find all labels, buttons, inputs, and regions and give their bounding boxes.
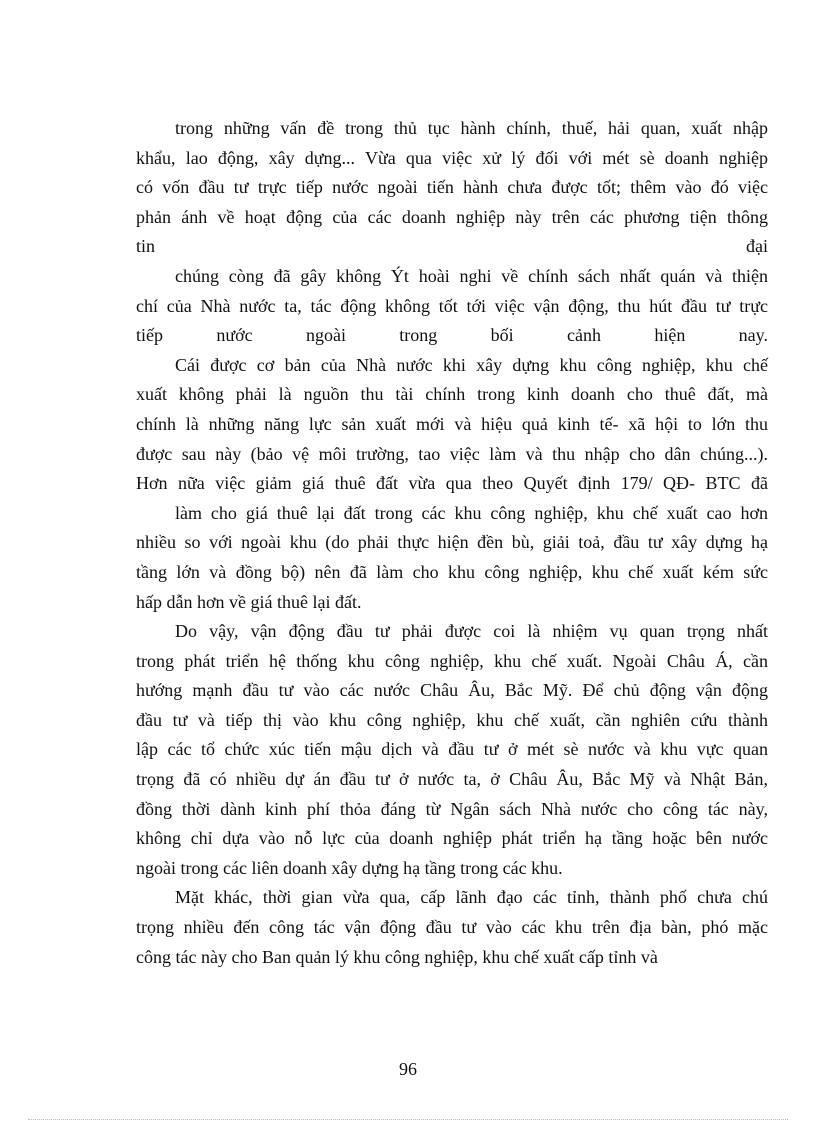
text-line: Cái được cơ bản của Nhà nước khi xây dựng khu công nghiệp, khu chế xyxy=(175,354,768,375)
text-line: trọng đã có nhiều dự án đầu tư ở nước ta, ở Châu Âu, Bắc Mỹ và Nhật Bản, xyxy=(136,769,768,790)
text-line: Mặt khác, thời gian vừa qua, cấp lãnh đạo các tỉnh, thành phố chưa chú xyxy=(175,887,768,908)
text-line: trong những vấn đề trong thủ tục hành chính, thuế, hải quan, xuất nhập xyxy=(175,118,768,138)
text-line: trong phát triển hệ thống khu công nghiệp, khu chế xuất. Ngoài Châu Á, cần xyxy=(136,650,768,671)
text-line: xuất không phải là nguồn thu tài chính trong kinh doanh cho thuê đất, mà xyxy=(136,384,768,405)
text-line: hấp dẫn hơn về giá thuê lại đất. xyxy=(136,591,362,612)
text-line: lập các tổ chức xúc tiến mậu dịch và đầu tư ở mét sè nước và khu vực quan xyxy=(136,739,768,760)
text-line: ngoài trong các liên doanh xây dựng hạ tầng trong các khu. xyxy=(136,857,563,878)
page-bottom-divider xyxy=(28,1119,788,1120)
text-line: trọng nhiều đến công tác vận động đầu tư vào các khu trên địa bàn, phó mặc xyxy=(136,917,768,938)
text-line: có vốn đầu tư trực tiếp nước ngoài tiến hành chưa được tốt; thêm vào đó việc xyxy=(136,177,768,198)
text-line: không chỉ dựa vào nỗ lực của doanh nghiệp phát triển hạ tầng hoặc bên nước xyxy=(136,828,768,849)
page-number: 96 xyxy=(399,1059,417,1079)
text-line: Do vậy, vận động đầu tư phải được coi là nhiệm vụ quan trọng nhất xyxy=(175,621,768,642)
text-line: chính là những năng lực sản xuất mới và hiệu quả kinh tế- xã hội to lớn thu xyxy=(136,413,768,434)
text-line: đồng thời dành kinh phí thỏa đáng từ Ngân sách Nhà nước cho công tác này, xyxy=(136,798,768,819)
text-line: phản ánh về hoạt động của các doanh nghiệp này trên các phương tiện thông xyxy=(136,206,768,227)
text-line: khẩu, lao động, xây dựng... Vừa qua việc xử lý đối với mét sè doanh nghiệp xyxy=(136,147,768,168)
text-line: chí của Nhà nước ta, tác động không tốt tới việc vận động, thu hút đầu tư trực xyxy=(136,295,768,316)
text-line: tầng lớn và đồng bộ) nên đã làm cho khu công nghiệp, khu chế xuất kém sức xyxy=(136,561,768,582)
text-line: nhiều so với ngoài khu (do phải thực hiện đền bù, giải toả, đầu tư xây dựng hạ xyxy=(136,532,768,553)
text-line: tiếp nước ngoài trong bối cảnh hiện nay. xyxy=(136,325,768,346)
text-line: tin đại xyxy=(136,236,768,257)
text-line: hướng mạnh đầu tư vào các nước Châu Âu, Bắc Mỹ. Để chủ động vận động xyxy=(136,680,768,701)
text-line: công tác này cho Ban quản lý khu công nghiệp, khu chế xuất cấp tỉnh và xyxy=(136,946,658,967)
text-line: đầu tư và tiếp thị vào khu công nghiệp, khu chế xuất, cần nghiên cứu thành xyxy=(136,709,768,730)
text-line: Hơn nữa việc giảm giá thuê đất vừa qua theo Quyết định 179/ QĐ- BTC đã xyxy=(136,473,768,494)
text-line: được sau này (bảo vệ môi trường, tao việc làm và thu nhập cho dân chúng...). xyxy=(136,443,768,464)
body-text xyxy=(136,114,768,972)
text-line: chúng còng đã gây không Ýt hoài nghi về chính sách nhất quán và thiện xyxy=(175,265,768,286)
text-line: làm cho giá thuê lại đất trong các khu công nghiệp, khu chế xuất cao hơn xyxy=(175,502,768,523)
